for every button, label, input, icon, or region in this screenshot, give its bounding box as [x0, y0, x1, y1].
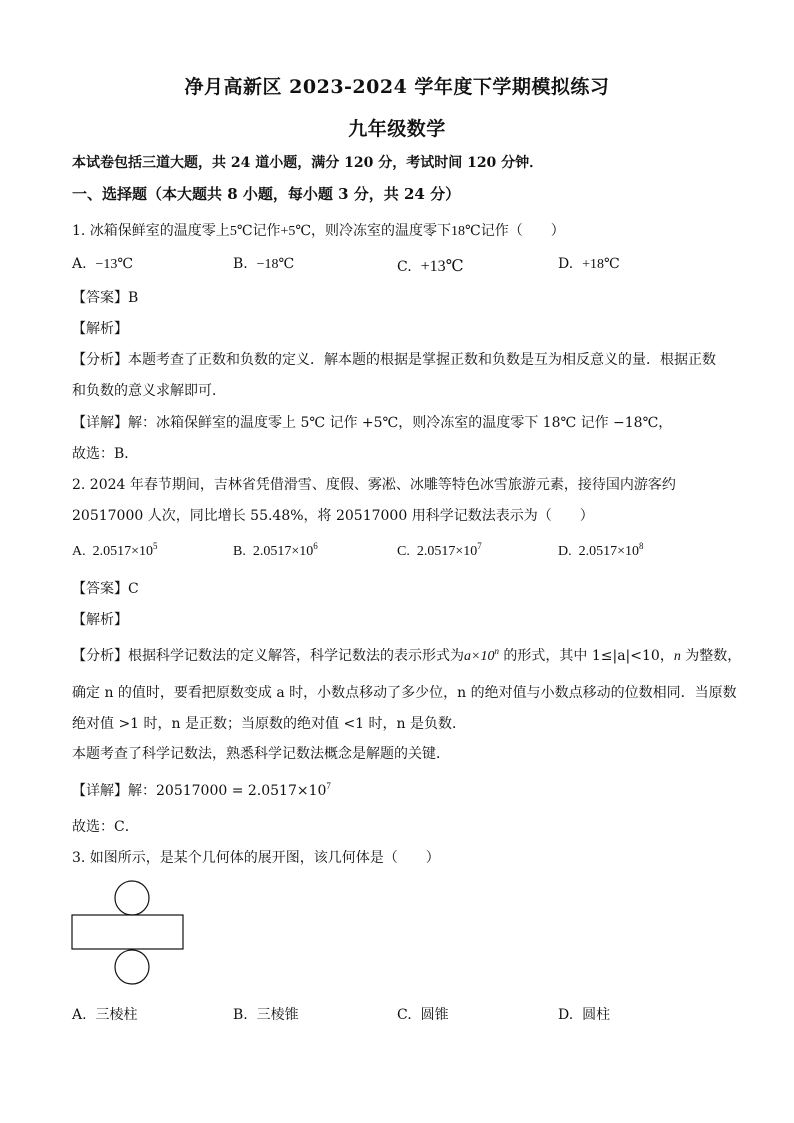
net-top-circle [115, 881, 149, 915]
q1-choice: 故选：B． [72, 446, 139, 462]
question-1-stem: 1. 冰箱保鲜室的温度零上5℃记作+5℃，则冷冻室的温度零下18℃记作（ ） [72, 223, 565, 239]
exam-intro: 本试卷包括三道大题，共 24 道小题，满分 120 分，考试时间 120 分钟． [72, 155, 544, 171]
q3-option-c: C. 圆锥 [397, 1007, 449, 1023]
q2-analysis-line-4: 本题考查了科学记数法，熟悉科学记数法概念是解题的关键． [72, 746, 450, 762]
q2-choice: 故选：C． [72, 819, 139, 835]
q2-analysis-line-1: 【分析】根据科学记数法的定义解答，科学记数法的表示形式为$a\times 10^n$ 的形式，其中 1≤|a|<10，n 为整数， [72, 646, 742, 664]
page-subtitle: 九年级数学 [348, 118, 446, 140]
q2-detail: 【详解】解：$20517000 = 2.0517\times 10^7$ [72, 781, 331, 799]
q1-option-a: A. −13℃ [72, 256, 134, 272]
q1-option-b: B. −18℃ [233, 256, 295, 272]
q2-option-a: A. $2.0517\times 10^5$ [72, 541, 158, 559]
q3-option-b: B. 三棱锥 [233, 1007, 299, 1023]
q1-option-d: D. +18℃ [558, 256, 620, 272]
q3-option-a: A. 三棱柱 [72, 1007, 138, 1023]
q3-option-d: D. 圆柱 [558, 1007, 611, 1023]
q2-analysis-tag: 【解析】 [72, 612, 128, 628]
q2-answer: 【答案】C [72, 581, 139, 597]
net-bottom-circle [115, 950, 149, 984]
net-figure [68, 878, 188, 990]
q1-detail: 【详解】解：冰箱保鲜室的温度零上 5℃ 记作 +5℃，则冷冻室的温度零下 18℃ 记作 −18℃， [72, 415, 673, 431]
q1-analysis-tag: 【解析】 [72, 321, 128, 337]
q2-option-d: D. $2.0517\times 10^8$ [558, 541, 644, 559]
q1-analysis-line-1: 【分析】本题考查了正数和负数的定义．解本题的根据是掌握正数和负数是互为相反意义的量．根据正数 [72, 352, 716, 368]
question-3-stem: 3. 如图所示，是某个几何体的展开图，该几何体是（ ） [72, 850, 440, 866]
q1-analysis-line-2: 和负数的意义求解即可． [72, 383, 226, 399]
q1-answer: 【答案】B [72, 290, 139, 306]
section-heading: 一、选择题（本大题共 8 小题，每小题 3 分，共 24 分） [72, 185, 461, 203]
q2-analysis-line-3: 绝对值 >1 时，n 是正数；当原数的绝对值 <1 时，n 是负数． [72, 716, 467, 732]
question-2-stem-line-1: 2. 2024 年春节期间，吉林省凭借滑雪、度假、雾凇、冰雕等特色冰雪旅游元素，接待国内游客约 [72, 477, 676, 493]
page-title: 净月高新区 2023-2024 学年度下学期模拟练习 [184, 76, 610, 98]
q2-option-c: C. $2.0517\times 10^7$ [397, 541, 482, 559]
q1-option-c: C. +13℃ [397, 258, 464, 275]
q2-option-b: B. $2.0517\times 10^6$ [233, 541, 318, 559]
question-2-stem-line-2: 20517000 人次，同比增长 55.48%，将 20517000 用科学记数法表示为（ ） [72, 508, 594, 524]
net-rectangle [72, 915, 183, 949]
q2-analysis-line-2: 确定 n 的值时，要看把原数变成 a 时，小数点移动了多少位，n 的绝对值与小数点移动的位数相同．当原数 [72, 685, 737, 701]
